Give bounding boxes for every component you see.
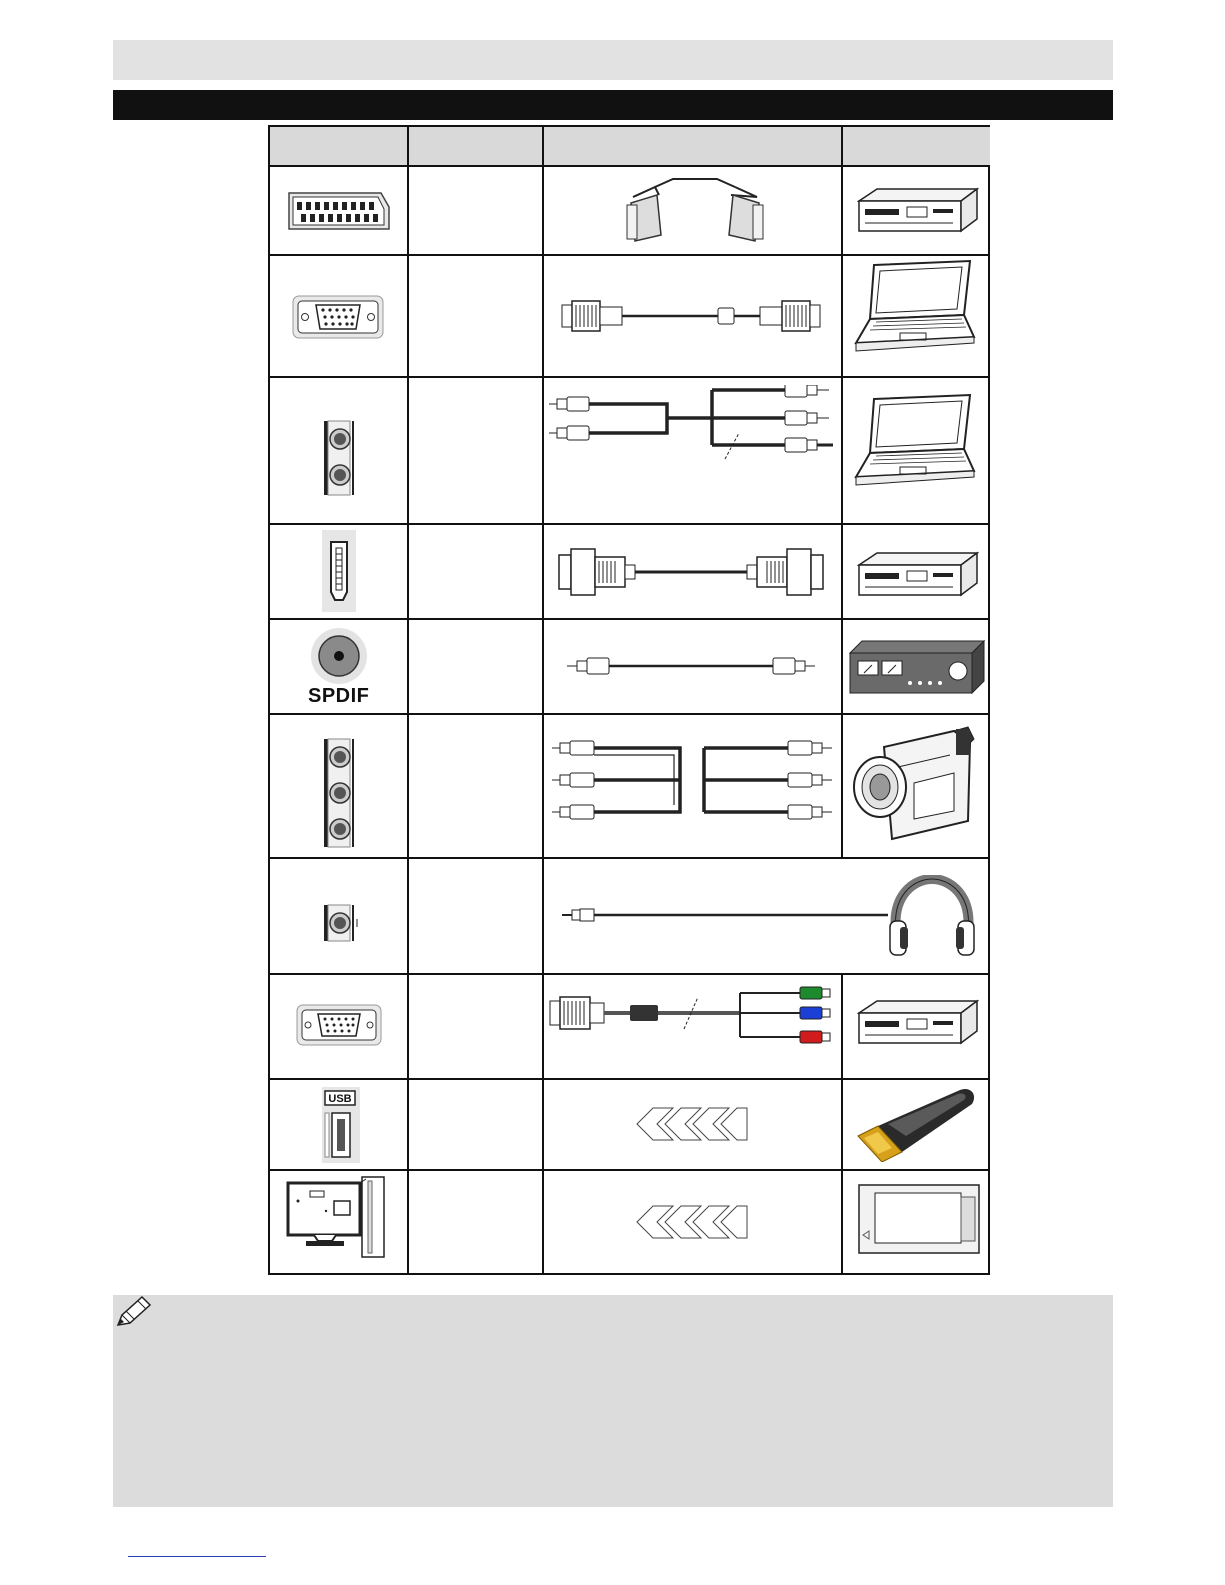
row-divider <box>270 376 990 378</box>
dvd-player-icon <box>857 551 979 603</box>
insert-arrows-icon <box>633 1107 749 1141</box>
spdif-cable-icon <box>565 653 817 679</box>
footer-link-underline <box>128 1556 266 1557</box>
column-divider <box>542 127 544 1273</box>
header-band <box>113 40 1113 80</box>
spdif-label: SPDIF <box>308 685 370 707</box>
headphone-cable-icon <box>560 907 890 923</box>
amplifier-icon <box>848 637 988 695</box>
section-title-bar <box>113 90 1113 120</box>
usb-label: USB <box>328 1093 352 1105</box>
dvd-player-icon <box>857 999 979 1051</box>
header-cell-type <box>408 127 543 167</box>
laptop-icon <box>848 393 980 493</box>
ypbpr-vga-port-icon <box>296 1004 382 1046</box>
vga-port-icon <box>292 295 384 339</box>
column-divider <box>841 127 843 857</box>
connections-table <box>268 125 990 1275</box>
ci-module-icon <box>857 1183 981 1255</box>
column-divider <box>407 127 409 1273</box>
usb-port-icon <box>322 1087 360 1163</box>
scart-cable-icon <box>625 175 765 245</box>
hdmi-port-icon <box>322 530 356 612</box>
ypbpr-cable-icon <box>548 979 838 1059</box>
av-cable-icon <box>550 735 835 825</box>
av-ports-icon <box>322 737 358 849</box>
usb-stick-icon <box>848 1082 980 1162</box>
row-divider <box>270 1078 990 1080</box>
header-cell-cables <box>543 127 842 167</box>
row-divider <box>270 1169 990 1171</box>
vga-cable-icon <box>560 295 822 335</box>
pc-audio-cable-icon <box>547 385 839 465</box>
hdmi-cable-icon <box>555 545 827 599</box>
row-divider <box>270 523 990 525</box>
scart-port-icon <box>285 187 395 237</box>
spdif-port-icon <box>310 627 368 685</box>
headphone-port-icon <box>322 903 362 943</box>
notes-panel <box>113 1295 1113 1507</box>
row-divider <box>270 857 990 859</box>
row-divider <box>270 618 990 620</box>
laptop-icon <box>848 259 980 359</box>
row-divider <box>270 973 990 975</box>
row-divider <box>270 254 990 256</box>
camcorder-icon <box>850 725 976 843</box>
tv-back-panel-icon <box>286 1175 388 1259</box>
headphones-icon <box>886 875 978 961</box>
column-divider <box>841 973 843 1273</box>
pc-audio-port-icon <box>322 419 358 497</box>
header-cell-connector <box>270 127 408 167</box>
insert-arrows-icon <box>633 1205 749 1239</box>
pencil-note-icon <box>114 1295 154 1329</box>
header-cell-device <box>842 127 990 167</box>
dvd-player-icon <box>857 187 979 239</box>
row-divider <box>270 713 990 715</box>
